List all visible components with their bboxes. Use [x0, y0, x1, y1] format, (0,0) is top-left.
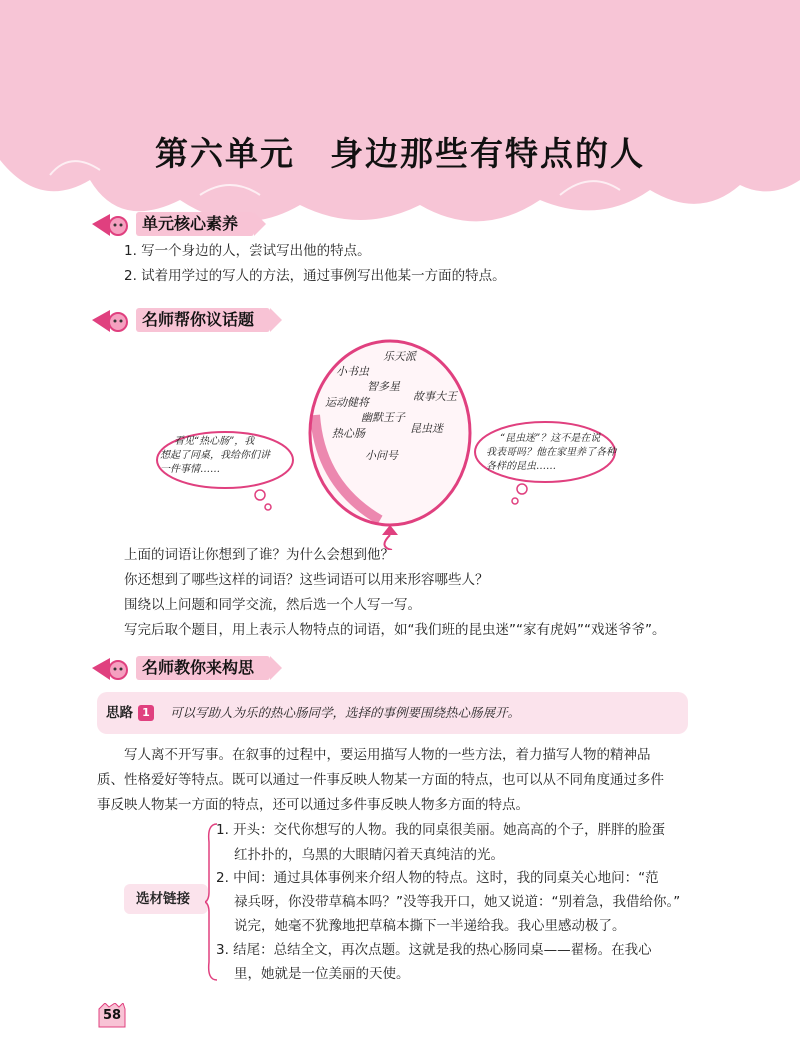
- idea-tag-number: 1: [138, 705, 154, 721]
- balloon-word: 幽默王子: [361, 411, 405, 424]
- question-line: 上面的词语让你想到了谁？为什么会想到他？: [124, 547, 394, 563]
- section-title: 名师帮你议话题: [136, 308, 270, 332]
- material-line: 2. 中间：通过具体事例来介绍人物的特点。这时，我的同桌关心地问：“范: [216, 870, 659, 886]
- section-heading-idea: [88, 650, 298, 684]
- bubble-right-line: 我表哥吗？他在家里养了各种: [486, 447, 616, 458]
- material-label: 选材链接: [136, 891, 190, 907]
- section-title: 单元核心素养: [136, 212, 254, 236]
- balloon-word: 热心肠: [332, 427, 365, 440]
- material-line: 说完，她毫不犹豫地把草稿本撕下一半递给我。我心里感动极了。: [234, 918, 626, 934]
- para-line: 事反映人物某一方面的特点，还可以通过多件事反映人物多方面的特点。: [97, 797, 529, 813]
- question-line: 围绕以上问题和同学交流，然后选一个人写一写。: [124, 597, 421, 613]
- question-line: 你还想到了哪些这样的词语？这些词语可以用来形容哪些人？: [124, 572, 489, 588]
- section-heading-core: [88, 206, 298, 240]
- idea-tag: 思路: [106, 705, 133, 721]
- bubble-left-line: 一件事情……: [160, 464, 220, 475]
- balloon-word: 故事大王: [413, 390, 457, 403]
- page-number: 58: [102, 1008, 122, 1023]
- balloon-word: 小书虫: [336, 365, 369, 378]
- question-line: 写完后取个题目，用上表示人物特点的词语，如“我们班的昆虫迷”“家有虎妈”“戏迷爷爷”。: [124, 622, 666, 638]
- megaphone-icon: [88, 650, 138, 684]
- bubble-left-line: 想起了同桌，我给你们讲: [160, 450, 270, 461]
- balloon-word: 昆虫迷: [410, 422, 443, 435]
- material-line: 1. 开头：交代你想写的人物。我的同桌很美丽。她高高的个子，胖胖的脸蛋: [216, 822, 666, 838]
- material-line: 里，她就是一位美丽的天使。: [234, 966, 410, 982]
- megaphone-icon: [88, 206, 138, 240]
- bubble-left-line: 看见“热心肠”，我: [174, 436, 255, 447]
- core-item-1: 1. 写一个身边的人，尝试写出他的特点。: [124, 243, 371, 259]
- material-line: 红扑扑的，乌黑的大眼睛闪着天真纯洁的光。: [234, 847, 504, 863]
- balloon-word: 运动健将: [325, 396, 369, 409]
- core-item-2: 2. 试着用学过的写人的方法，通过事例写出他某一方面的特点。: [124, 268, 506, 284]
- balloon-word: 智多星: [367, 380, 400, 393]
- section-title: 名师教你来构思: [136, 656, 270, 680]
- bubble-right-line: 各样的昆虫……: [486, 461, 556, 472]
- para-line: 质、性格爱好等特点。既可以通过一件事反映人物某一方面的特点，也可以从不同角度通过多件: [97, 772, 664, 788]
- material-line: 禄兵呀，你没带草稿本吗？”没等我开口，她又说道：“别着急，我借给你。”: [234, 894, 681, 910]
- idea-text: 可以写助人为乐的热心肠同学，选择的事例要围绕热心肠展开。: [170, 705, 521, 720]
- header-cloud-background: [0, 0, 800, 230]
- material-line: 3. 结尾：总结全文，再次点题。这就是我的热心肠同桌——翟杨。在我心: [216, 942, 652, 958]
- section-heading-topic: [88, 302, 298, 336]
- page-title: 第六单元 身边那些有特点的人: [155, 134, 645, 173]
- megaphone-icon: [88, 302, 138, 336]
- bubble-right-line: “昆虫迷”？这不是在说: [500, 433, 601, 444]
- balloon-word: 小问号: [365, 449, 398, 462]
- para-line: 写人离不开写事。在叙事的过程中，要运用描写人物的一些方法，着力描写人物的精神品: [124, 747, 651, 763]
- balloon-word: 乐天派: [383, 350, 416, 363]
